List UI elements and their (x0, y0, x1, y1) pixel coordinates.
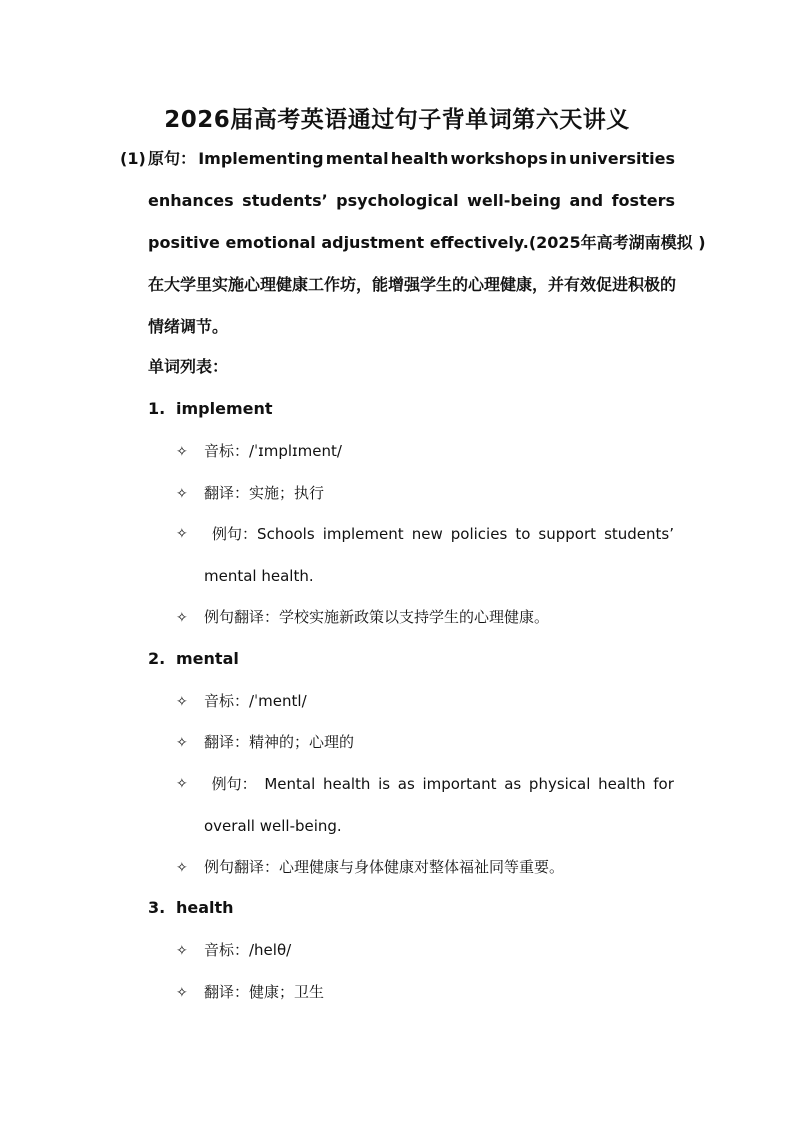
sentence-word: in (549, 149, 567, 168)
sentence-word: fosters (611, 191, 675, 210)
sentence-block (120, 142, 706, 352)
word-number: 1. (148, 399, 166, 418)
meaning-item (176, 478, 324, 509)
word-text: mental (176, 649, 239, 668)
example-word: support (538, 525, 597, 543)
word-number: 3. (148, 898, 166, 917)
diamond-star-icon: ✧ (176, 610, 188, 626)
sentence-translation-line-1: 在大学里实施心理健康工作坊，能增强学生的心理健康，并有效促进积极的 (148, 275, 677, 294)
phonetic-text: 音标：/ˈmentl/ (204, 692, 307, 710)
example-word: health (322, 775, 371, 793)
diamond-star-icon: ✧ (176, 860, 188, 876)
sentence-word: health (390, 149, 449, 168)
example-word: Mental (264, 775, 316, 793)
sentence-word: mental (325, 149, 389, 168)
example-translation-item (176, 852, 564, 883)
document-title: 2026届高考英语通过句子背单词第六天讲义 (164, 107, 630, 133)
example-word: implement (322, 525, 404, 543)
sentence-line-3: positive emotional adjustment effectively.(2025年高考湖南模拟 ) (148, 233, 706, 252)
sentence-word: universities (569, 149, 675, 168)
meaning-text: 翻译：健康；卫生 (204, 983, 325, 1001)
sentence-line-2 (120, 184, 675, 226)
example-word: as (504, 775, 522, 793)
meaning-text: 翻译：精神的；心理的 (204, 733, 355, 751)
example-line-1 (176, 769, 674, 799)
example-line-2: mental health. (204, 567, 314, 585)
diamond-star-icon: ✧ (176, 776, 188, 792)
example-word: students’ (604, 525, 674, 543)
phonetic-item (176, 436, 342, 467)
diamond-star-icon: ✧ (176, 694, 188, 710)
sentence-word: Implementing (198, 149, 324, 168)
example-translation-item (176, 602, 549, 633)
word-heading (148, 394, 273, 424)
sentence-line-1 (120, 142, 675, 184)
sentence-word: students’ (242, 191, 328, 210)
sentence-word: workshops (450, 149, 548, 168)
example-translation-text: 例句翻译：学校实施新政策以支持学生的心理健康。 (204, 608, 550, 626)
example-word: for (653, 775, 674, 793)
phonetic-item (176, 686, 307, 717)
sentence-word: psychological (336, 191, 459, 210)
sentence-label: 原句： (148, 149, 197, 168)
word-heading (148, 644, 239, 674)
example-word: health (598, 775, 646, 793)
phonetic-item (176, 935, 291, 966)
example-translation-text: 例句翻译：心理健康与身体健康对整体福祉同等重要。 (204, 858, 565, 876)
diamond-star-icon: ✧ (176, 943, 188, 959)
word-list-label: 单词列表： (148, 357, 229, 376)
example-word: 例句： (211, 775, 257, 793)
example-word: 例句：Schools (212, 525, 315, 543)
word-text: health (176, 898, 234, 917)
sentence-word: enhances (148, 191, 234, 210)
diamond-star-icon: ✧ (176, 985, 188, 1001)
example-item (176, 519, 674, 591)
sentence-word: well-being (467, 191, 561, 210)
word-text: implement (176, 399, 273, 418)
sentence-word: and (569, 191, 604, 210)
example-word: new (411, 525, 443, 543)
meaning-item (176, 727, 354, 758)
sentence-number: (1) (120, 149, 146, 168)
diamond-star-icon: ✧ (176, 444, 188, 460)
example-word: is (378, 775, 391, 793)
sentence-translation-line-2: 情绪调节。 (148, 317, 229, 336)
diamond-star-icon: ✧ (176, 735, 188, 751)
example-line-2: overall well-being. (204, 817, 342, 835)
meaning-text: 翻译：实施；执行 (204, 484, 325, 502)
example-word: to (515, 525, 531, 543)
example-word: physical (528, 775, 591, 793)
example-item (176, 769, 674, 841)
phonetic-text: 音标：/ˈɪmplɪment/ (204, 442, 342, 460)
phonetic-text: 音标：/helθ/ (204, 941, 292, 959)
word-number: 2. (148, 649, 166, 668)
meaning-item (176, 977, 324, 1008)
example-word: important (422, 775, 497, 793)
diamond-star-icon: ✧ (176, 486, 188, 502)
example-word: policies (450, 525, 508, 543)
example-line-1 (176, 519, 674, 549)
example-word: as (397, 775, 415, 793)
word-heading (148, 893, 234, 923)
diamond-star-icon: ✧ (176, 526, 188, 542)
